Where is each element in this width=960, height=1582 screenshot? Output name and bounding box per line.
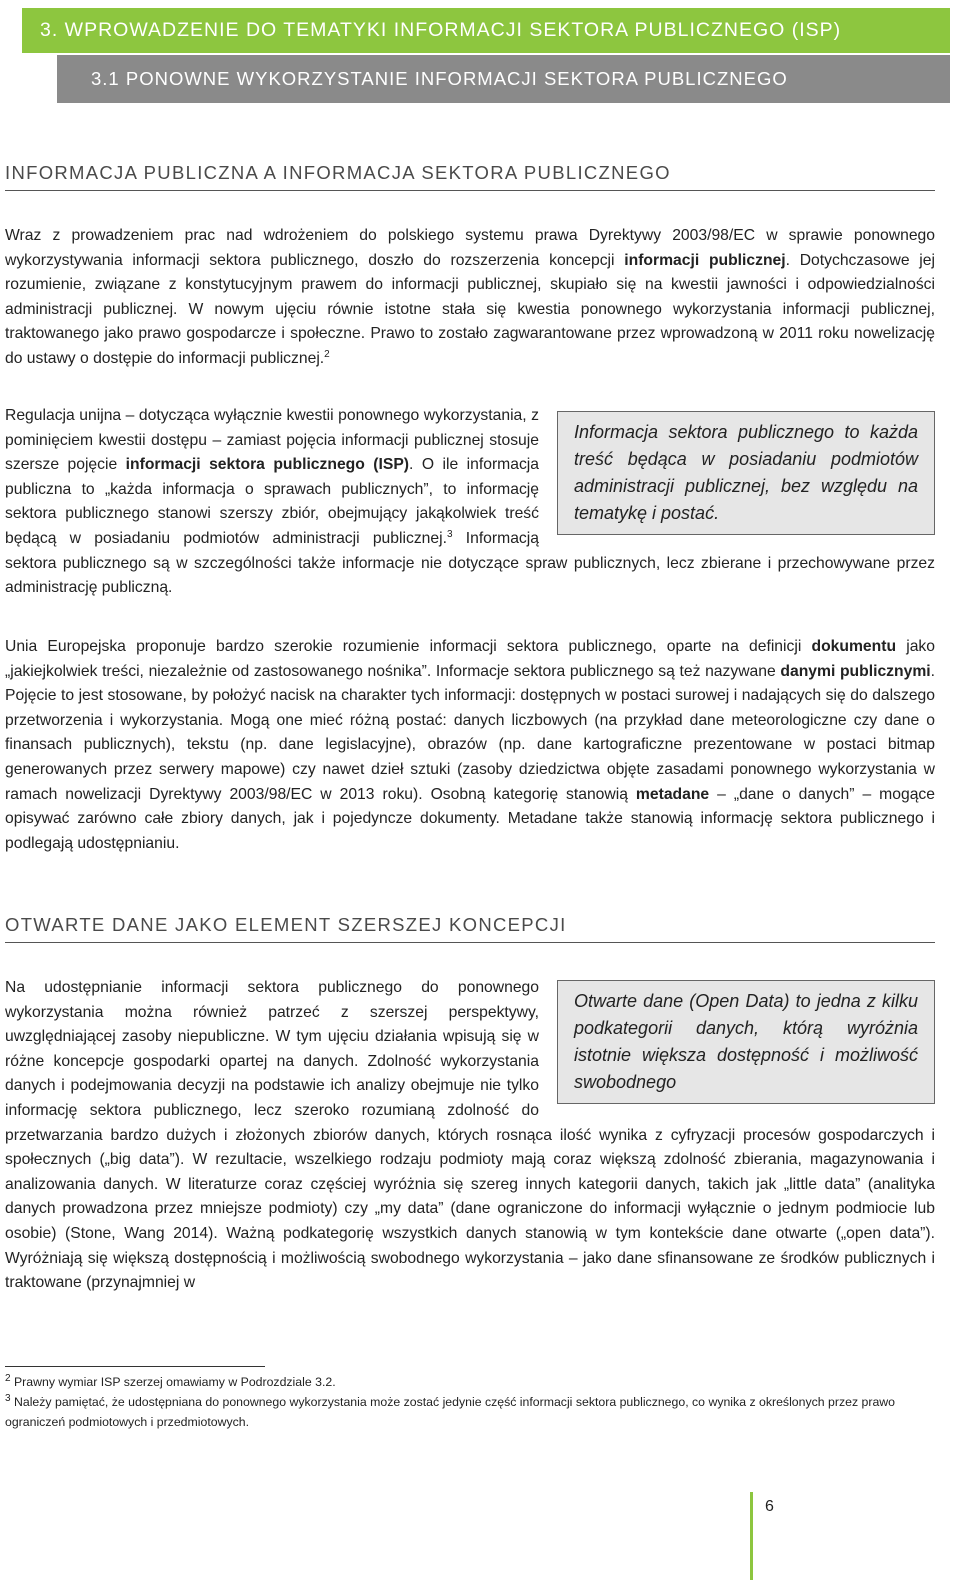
- footnote-2: $^2$ Prawny wymiar ISP szerzej omawiamy w Podrozdziale 3.2.: [5, 1372, 336, 1389]
- footnote-ref-3[interactable]: 3: [446, 528, 453, 540]
- paragraph-4: Otwarte dane (Open Data) to jedna z kilku podkategorii danych, którą wyróżnia istotnie większa dostępność i możliwość swobodnego Na udostępnianie informacji sektora publicznego do ponownego wykorzystania można również patrzeć z szerszej perspektywy, uwzględniającej zasoby niepubliczne. W tym ujęciu działania wpisują się w różne koncepcje gospodarki opartej na danych. Zdolność wykorzystania danych i podejmowania decyzji na podstawie ich analizy obejmuje nie tylko informację sektora publicznego, lecz szeroko rozumianą zdolność do przetwarzania bardzo dużych i złożonych zbiorów danych, których rosnąca ilość wynika z cyfryzacji procesów gospodarczych i społecznych („big data”). W rezultacie, wszelkiego rodzaju podmioty mają coraz większą zdolność zbierania, magazynowania i analizowania danych. W literaturze coraz częściej wyróżnia się szereg innych kategorii danych, takich jak „little data” (analityka danych prowadzona przez mniejsze podmioty) czy „my data” (dane ograniczone do informacji wyłącznie o jednym podmiocie lub osobie) (Stone, Wang 2014). Ważną podkategorię wszystkich danych stanowią w tym kontekście dane otwarte („open data”). Wyróżniają się większą dostępnością i możliwością swobodnego wykorzystania – jako dane sfinansowane ze środków publicznych i traktowane (przynajmniej w: [5, 979, 935, 1292]
- footnote-ref-2[interactable]: 2: [324, 348, 330, 360]
- paragraph-1: Wraz z prowadzeniem prac nad wdrożeniem do polskiego systemu prawa Dyrektywy 2003/98/EC w sprawie ponownego wykorzystywania informacji sektora publicznego, doszło do rozszerzenia koncepcji informacji publicznej. Dotychczasowe jej rozumienie, związane z konstytucyjnym prawem do informacji publicznej, skupiało się na kwestii jawności i odpowiedzialności administracji publicznej. W nowym ujęciu równie istotne stała się kwestia ponownego wykorzystania informacji publicznej, traktowanego jako prawo gospodarcze i społeczne. Prawo to zostało zagwarantowane przez wprowadzoną w 2011 roku nowelizację do ustawy o dostępie do informacji publicznej.$^2$: [5, 227, 935, 367]
- footnote-3: $^3$ Należy pamiętać, że udostępniana do ponownego wykorzystania może zostać jedynie część informacji sektora publicznego, co wynika z określonych przez prawo ograniczeń podmiotowych i przedmiotowych.: [5, 1392, 896, 1429]
- subsection-heading-2: OTWARTE DANE JAKO ELEMENT SZERSZEJ KONCEPCJI: [5, 914, 935, 943]
- subsection-heading-1: INFORMACJA PUBLICZNA A INFORMACJA SEKTORA PUBLICZNEGO: [5, 162, 935, 191]
- footnote-divider: [5, 1366, 265, 1367]
- paragraph-2: Informacja sektora publicznego to każda treść będąca w posiadaniu podmiotów administracji publicznej, bez względu na tematykę i postać. Regulacja unijna – dotycząca wyłącznie kwestii ponownego wykorzystania, z pominięciem kwestii dostępu – zamiast pojęcia informacji publicznej stosuje szersze pojęcie informacji sektora publicznego (ISP). O ile informacja publiczna to „każda informacja o sprawach publicznych”, to informację sektora publicznego stanowi szerszy zbiór, obejmujący jakąkolwiek treść będącą w posiadaniu podmiotów administracji publicznej.$^3$ Informacją sektora publicznego są w szczególności także informacje nie dotyczące spraw publicznych, lecz zbierane i przechowywane przez administrację publiczną.: [5, 407, 935, 597]
- page-number: 6: [765, 1498, 774, 1515]
- page-number-marker: [750, 1492, 813, 1580]
- section-heading: 3.1 PONOWNE WYKORZYSTANIE INFORMACJI SEKTORA PUBLICZNEGO: [57, 55, 950, 103]
- chapter-heading: 3. WPROWADZENIE DO TEMATYKI INFORMACJI SEKTORA PUBLICZNEGO (ISP): [22, 8, 950, 53]
- callout-box-isp-definition: Informacja sektora publicznego to każda treść będąca w posiadaniu podmiotów administracji publicznej, bez względu na tematykę i postać.: [557, 411, 935, 535]
- paragraph-3: Unia Europejska proponuje bardzo szerokie rozumienie informacji sektora publicznego, oparte na definicji dokumentu jako „jakiejkolwiek treści, niezależnie od zastosowanego nośnika”. Informacje sektora publicznego są też nazywane danymi publicznymi. Pojęcie to jest stosowane, by położyć nacisk na charakter tych informacji: dostępnych w postaci surowej i nadających się do dalszego przetworzenia i wykorzystania. Mogą one mieć różną postać: danych liczbowych (na przykład dane meteorologiczne czy dane o finansach publicznych), tekstu (np. dane legislacyjne), obrazów (np. dane kartograficzne prezentowane w postaci bitmap generowanych przez serwery mapowe) czy nawet dzieł sztuki (zasoby dziedzictwa objęte zasadami ponownego wykorzystania w ramach nowelizacji Dyrektywy 2003/98/EC w 2013 roku). Osobną kategorię stanowią metadane – „dane o danych” – mogące opisywać zarówno całe zbiory danych, jak i pojedyncze dokumenty. Metadane także stanowią informację sektora publicznego i podlegają udostępnianiu.: [5, 638, 935, 852]
- callout-box-open-data: Otwarte dane (Open Data) to jedna z kilku podkategorii danych, którą wyróżnia istotnie większa dostępność i możliwość swobodnego: [557, 980, 935, 1104]
